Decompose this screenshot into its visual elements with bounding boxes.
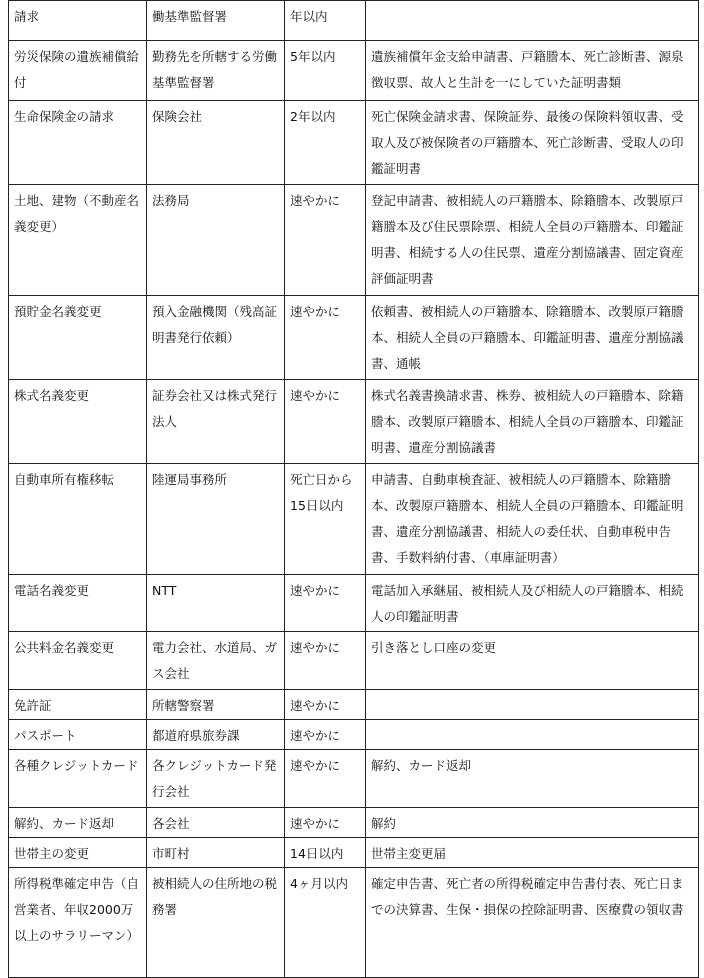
item-cell: 自動車所有権移転 [9,464,147,575]
documents-cell [366,690,699,720]
deadline-cell: 速やかに [285,380,366,464]
office-cell: 保険会社 [147,101,285,185]
office-cell: 被相続人の住所地の税務署 [147,868,285,978]
deadline-cell: 速やかに [285,185,366,296]
item-cell: 預貯金名義変更 [9,296,147,380]
office-cell: 市町村 [147,838,285,868]
documents-cell: 死亡保険金請求書、保険証券、最後の保険料領収書、受取人及び被保険者の戸籍謄本、死亡診断書、受取人の印鑑証明書 [366,101,699,185]
office-cell: 預入金融機関（残高証明書発行依頼） [147,296,285,380]
office-cell: 法務局 [147,185,285,296]
table-row [9,1,699,41]
item-cell: 労災保険の遺族補償給付 [9,41,147,101]
deadline-cell: 死亡日から15日以内 [285,464,366,575]
documents-cell: 確定申告書、死亡者の所得税確定申告書付表、死亡日までの決算書、生保・損保の控除証明書、医療費の領収書 [366,868,699,978]
office-cell: 都道府県旅券課 [147,720,285,750]
office-cell: 所轄警察署 [147,690,285,720]
documents-cell [366,1,699,41]
deadline-cell: 速やかに [285,720,366,750]
table-row [9,41,699,101]
table-row [9,868,699,978]
office-cell: NTT [147,575,285,632]
office-cell: 陸運局事務所 [147,464,285,575]
documents-cell [366,720,699,750]
documents-cell: 解約、カード返却 [366,750,699,808]
documents-cell: 世帯主変更届 [366,838,699,868]
table-row [9,296,699,380]
deadline-cell: 14日以内 [285,838,366,868]
table-row [9,185,699,296]
item-cell: 公共料金名義変更 [9,632,147,690]
item-cell: 各種クレジットカード [9,750,147,808]
office-cell: 各会社 [147,808,285,838]
item-cell: 免許証 [9,690,147,720]
documents-cell: 申請書、自動車検査証、被相続人の戸籍謄本、除籍謄本、改製原戸籍謄本、相続人全員の戸籍謄本、印鑑証明書、遺産分割協議書、相続人の委任状、自動車税申告書、手数料納付書、（車庫証明書） [366,464,699,575]
table-row [9,690,699,720]
deadline-cell: 4ヶ月以内 [285,868,366,978]
table-row [9,750,699,808]
documents-cell: 遺族補償年金支給申請書、戸籍謄本、死亡診断書、源泉徴収票、故人と生計を一にしていた証明書類 [366,41,699,101]
deadline-cell: 速やかに [285,296,366,380]
table-row [9,464,699,575]
office-cell: 電力会社、水道局、ガス会社 [147,632,285,690]
item-cell: パスポート [9,720,147,750]
table-row [9,632,699,690]
table-row [9,575,699,632]
documents-cell: 電話加入承継届、被相続人及び相続人の戸籍謄本、相続人の印鑑証明書 [366,575,699,632]
deadline-cell: 速やかに [285,575,366,632]
table-row [9,838,699,868]
table-row [9,101,699,185]
table-row [9,380,699,464]
office-cell: 働基準監督署 [147,1,285,41]
item-cell: 土地、建物（不動産名義変更） [9,185,147,296]
table-row [9,808,699,838]
item-cell: 請求 [9,1,147,41]
item-cell: 世帯主の変更 [9,838,147,868]
deadline-cell: 年以内 [285,1,366,41]
deadline-cell: 速やかに [285,808,366,838]
deadline-cell: 速やかに [285,690,366,720]
item-cell: 解約、カード返却 [9,808,147,838]
documents-cell: 登記申請書、被相続人の戸籍謄本、除籍謄本、改製原戸籍謄本及び住民票除票、相続人全員の戸籍謄本、印鑑証明書、相続する人の住民票、遺産分割協議書、固定資産評価証明書 [366,185,699,296]
office-cell: 証券会社又は株式発行法人 [147,380,285,464]
documents-cell: 株式名義書換請求書、株券、被相続人の戸籍謄本、除籍謄本、改製原戸籍謄本、相続人全員の戸籍謄本、印鑑証明書、遺産分割協議書 [366,380,699,464]
deadline-cell: 速やかに [285,632,366,690]
item-cell: 株式名義変更 [9,380,147,464]
deadline-cell: 5年以内 [285,41,366,101]
deadline-cell: 速やかに [285,750,366,808]
item-cell: 生命保険金の請求 [9,101,147,185]
table-row [9,720,699,750]
office-cell: 勤務先を所轄する労働基準監督署 [147,41,285,101]
documents-cell: 依頼書、被相続人の戸籍謄本、除籍謄本、改製原戸籍謄本、相続人全員の戸籍謄本、印鑑証明書、遺産分割協議書、通帳 [366,296,699,380]
item-cell: 所得税準確定申告（自営業者、年収2000万以上のサラリーマン） [9,868,147,978]
procedures-table [8,0,699,978]
documents-cell: 引き落とし口座の変更 [366,632,699,690]
item-cell: 電話名義変更 [9,575,147,632]
office-cell: 各クレジットカード発行会社 [147,750,285,808]
documents-cell: 解約 [366,808,699,838]
deadline-cell: 2年以内 [285,101,366,185]
